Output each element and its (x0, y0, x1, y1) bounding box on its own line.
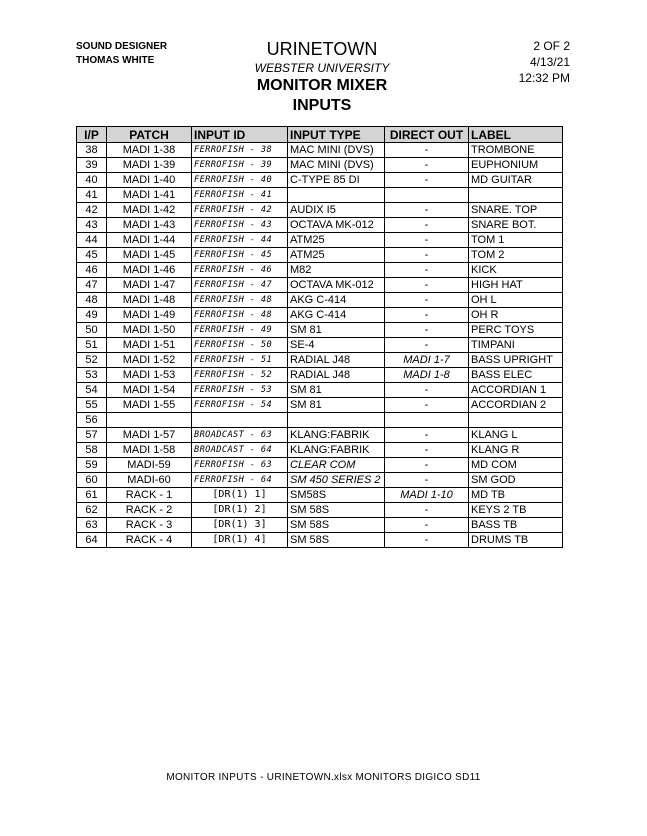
cell-patch: MADI 1-57 (107, 428, 192, 443)
col-header-direct-out: DIRECT OUT (385, 127, 469, 143)
cell-direct-out: - (385, 203, 469, 218)
cell-direct-out: - (385, 173, 469, 188)
cell-input-id: FERROFISH - 64 (192, 473, 288, 488)
cell-input-id: [DR(1) 2] (192, 503, 288, 518)
cell-ip: 49 (77, 308, 107, 323)
cell-input-type: OCTAVA MK-012 (288, 218, 385, 233)
cell-ip: 62 (77, 503, 107, 518)
cell-input-type: MAC MINI (DVS) (288, 158, 385, 173)
table-row (77, 398, 563, 413)
cell-input-type: SM 58S (288, 503, 385, 518)
cell-input-type: SM 58S (288, 533, 385, 548)
cell-input-type: ATM25 (288, 248, 385, 263)
cell-label: BASS TB (469, 518, 563, 533)
cell-input-id: FERROFISH - 44 (192, 233, 288, 248)
cell-ip: 43 (77, 218, 107, 233)
cell-ip: 46 (77, 263, 107, 278)
table-row (77, 233, 563, 248)
cell-label: MD COM (469, 458, 563, 473)
cell-input-id: FERROFISH - 41 (192, 188, 288, 203)
cell-ip: 59 (77, 458, 107, 473)
cell-input-id: BROADCAST - 63 (192, 428, 288, 443)
cell-ip: 60 (77, 473, 107, 488)
col-header-input-id: INPUT ID (192, 127, 288, 143)
cell-patch: MADI 1-51 (107, 338, 192, 353)
cell-direct-out: - (385, 383, 469, 398)
cell-input-id: FERROFISH - 51 (192, 353, 288, 368)
cell-input-id: FERROFISH - 48 (192, 308, 288, 323)
cell-direct-out: - (385, 308, 469, 323)
designer-block (76, 40, 167, 68)
table-row (77, 218, 563, 233)
table-row (77, 293, 563, 308)
cell-input-id: FERROFISH - 50 (192, 338, 288, 353)
cell-ip: 63 (77, 518, 107, 533)
cell-input-type: OCTAVA MK-012 (288, 278, 385, 293)
cell-patch: MADI 1-38 (107, 143, 192, 158)
cell-direct-out: MADI 1-7 (385, 353, 469, 368)
cell-input-id: [DR(1) 3] (192, 518, 288, 533)
cell-patch: RACK - 3 (107, 518, 192, 533)
page-info (519, 38, 570, 86)
cell-direct-out: - (385, 143, 469, 158)
designer-name: THOMAS WHITE (76, 55, 155, 66)
cell-patch: MADI 1-45 (107, 248, 192, 263)
table-row (77, 503, 563, 518)
cell-ip: 57 (77, 428, 107, 443)
cell-ip: 41 (77, 188, 107, 203)
table-row (77, 308, 563, 323)
cell-input-id: FERROFISH - 39 (192, 158, 288, 173)
table-row (77, 413, 563, 428)
table-row (77, 338, 563, 353)
cell-label: BASS ELEC (469, 368, 563, 383)
cell-patch (107, 413, 192, 428)
cell-label: BASS UPRIGHT (469, 353, 563, 368)
col-header-input-type: INPUT TYPE (288, 127, 385, 143)
subsection-title: INPUTS (292, 97, 352, 114)
cell-direct-out: MADI 1-8 (385, 368, 469, 383)
cell-patch: MADI 1-42 (107, 203, 192, 218)
cell-label: SNARE BOT. (469, 218, 563, 233)
cell-input-id: FERROFISH - 49 (192, 323, 288, 338)
cell-label: TOM 1 (469, 233, 563, 248)
print-date: 4/13/21 (529, 55, 570, 69)
cell-input-id: FERROFISH - 47 (192, 278, 288, 293)
table-row (77, 278, 563, 293)
cell-direct-out: - (385, 278, 469, 293)
cell-input-type: MAC MINI (DVS) (288, 143, 385, 158)
cell-patch: MADI 1-54 (107, 383, 192, 398)
cell-label: KLANG R (469, 443, 563, 458)
cell-input-type: SM 81 (288, 398, 385, 413)
cell-input-type (288, 188, 385, 203)
cell-ip: 45 (77, 248, 107, 263)
cell-patch: MADI 1-53 (107, 368, 192, 383)
cell-input-type: ATM25 (288, 233, 385, 248)
table-row (77, 443, 563, 458)
cell-ip: 47 (77, 278, 107, 293)
cell-ip: 44 (77, 233, 107, 248)
cell-ip: 56 (77, 413, 107, 428)
table-row (77, 353, 563, 368)
cell-input-id: FERROFISH - 48 (192, 293, 288, 308)
col-header-patch: PATCH (107, 127, 192, 143)
cell-ip: 53 (77, 368, 107, 383)
inputs-table (76, 126, 563, 548)
cell-label: ACCORDIAN 1 (469, 383, 563, 398)
col-header-ip: I/P (77, 127, 107, 143)
cell-patch: MADI 1-41 (107, 188, 192, 203)
table-row (77, 173, 563, 188)
table-row (77, 533, 563, 548)
venue-name: WEBSTER UNIVERSITY (254, 61, 390, 75)
section-title: MONITOR MIXER (256, 77, 388, 94)
cell-label: TOM 2 (469, 248, 563, 263)
cell-ip: 52 (77, 353, 107, 368)
cell-input-id: FERROFISH - 40 (192, 173, 288, 188)
table-row (77, 518, 563, 533)
cell-direct-out: - (385, 338, 469, 353)
cell-input-type: AUDIX I5 (288, 203, 385, 218)
cell-direct-out: - (385, 158, 469, 173)
table-row (77, 428, 563, 443)
cell-input-type: SM 58S (288, 518, 385, 533)
cell-ip: 38 (77, 143, 107, 158)
cell-ip: 55 (77, 398, 107, 413)
cell-input-id: FERROFISH - 42 (192, 203, 288, 218)
page-number: 2 OF 2 (533, 39, 570, 53)
cell-input-id: FERROFISH - 53 (192, 383, 288, 398)
cell-ip: 61 (77, 488, 107, 503)
cell-input-type: KLANG:FABRIK (288, 443, 385, 458)
cell-direct-out: MADI 1-10 (385, 488, 469, 503)
title-block (222, 38, 422, 116)
cell-ip: 48 (77, 293, 107, 308)
cell-direct-out: - (385, 218, 469, 233)
table-row (77, 188, 563, 203)
cell-ip: 58 (77, 443, 107, 458)
cell-input-id (192, 413, 288, 428)
cell-patch: MADI 1-52 (107, 353, 192, 368)
cell-label: MD GUITAR (469, 173, 563, 188)
cell-input-type: M82 (288, 263, 385, 278)
designer-title: SOUND DESIGNER (76, 41, 168, 52)
cell-input-type: KLANG:FABRIK (288, 428, 385, 443)
cell-direct-out (385, 188, 469, 203)
footer-filename: MONITOR INPUTS - URINETOWN.xlsx MONITORS DIGICO SD11 (166, 772, 481, 783)
cell-input-id: BROADCAST - 64 (192, 443, 288, 458)
cell-direct-out: - (385, 533, 469, 548)
cell-input-id: FERROFISH - 45 (192, 248, 288, 263)
cell-input-type: SM 81 (288, 383, 385, 398)
cell-ip: 54 (77, 383, 107, 398)
cell-input-type: SM58S (288, 488, 385, 503)
cell-direct-out: - (385, 458, 469, 473)
table-row (77, 383, 563, 398)
cell-label: MD TB (469, 488, 563, 503)
cell-label: ACCORDIAN 2 (469, 398, 563, 413)
cell-patch: MADI 1-40 (107, 173, 192, 188)
cell-label: OH R (469, 308, 563, 323)
cell-direct-out (385, 413, 469, 428)
cell-ip: 50 (77, 323, 107, 338)
cell-direct-out: - (385, 473, 469, 488)
cell-direct-out: - (385, 263, 469, 278)
cell-patch: MADI 1-48 (107, 293, 192, 308)
cell-label: OH L (469, 293, 563, 308)
cell-label: SM GOD (469, 473, 563, 488)
cell-label: KICK (469, 263, 563, 278)
cell-patch: RACK - 4 (107, 533, 192, 548)
cell-input-type: RADIAL J48 (288, 353, 385, 368)
cell-patch: MADI-60 (107, 473, 192, 488)
cell-direct-out: - (385, 503, 469, 518)
cell-direct-out: - (385, 428, 469, 443)
col-header-label: LABEL (469, 127, 563, 143)
cell-patch: MADI-59 (107, 458, 192, 473)
table-header-row (77, 127, 563, 143)
cell-input-id: FERROFISH - 43 (192, 218, 288, 233)
cell-input-type: AKG C-414 (288, 293, 385, 308)
cell-direct-out: - (385, 518, 469, 533)
cell-label: PERC TOYS (469, 323, 563, 338)
cell-input-type: RADIAL J48 (288, 368, 385, 383)
table-row (77, 473, 563, 488)
cell-input-type: SM 81 (288, 323, 385, 338)
cell-patch: MADI 1-58 (107, 443, 192, 458)
cell-label: HIGH HAT (469, 278, 563, 293)
cell-input-id: [DR(1) 4] (192, 533, 288, 548)
cell-direct-out: - (385, 233, 469, 248)
cell-label: KLANG L (469, 428, 563, 443)
cell-label: KEYS 2 TB (469, 503, 563, 518)
table-row (77, 143, 563, 158)
table-body (77, 143, 563, 548)
cell-label: TROMBONE (469, 143, 563, 158)
cell-input-type (288, 413, 385, 428)
cell-ip: 51 (77, 338, 107, 353)
cell-input-id: FERROFISH - 63 (192, 458, 288, 473)
cell-ip: 40 (77, 173, 107, 188)
cell-patch: MADI 1-55 (107, 398, 192, 413)
cell-input-type: SM 450 SERIES 2 (288, 473, 385, 488)
cell-patch: RACK - 2 (107, 503, 192, 518)
cell-input-type: C-TYPE 85 DI (288, 173, 385, 188)
cell-label: TIMPANI (469, 338, 563, 353)
cell-patch: RACK - 1 (107, 488, 192, 503)
cell-ip: 64 (77, 533, 107, 548)
cell-direct-out: - (385, 248, 469, 263)
show-title: URINETOWN (266, 39, 378, 59)
cell-input-id: FERROFISH - 38 (192, 143, 288, 158)
cell-patch: MADI 1-49 (107, 308, 192, 323)
cell-direct-out: - (385, 398, 469, 413)
cell-patch: MADI 1-47 (107, 278, 192, 293)
table-row (77, 158, 563, 173)
table-row (77, 263, 563, 278)
cell-input-id: FERROFISH - 52 (192, 368, 288, 383)
cell-label: DRUMS TB (469, 533, 563, 548)
cell-patch: MADI 1-46 (107, 263, 192, 278)
cell-input-type: CLEAR COM (288, 458, 385, 473)
table-row (77, 488, 563, 503)
cell-patch: MADI 1-39 (107, 158, 192, 173)
print-time: 12:32 PM (518, 71, 570, 85)
cell-direct-out: - (385, 293, 469, 308)
cell-direct-out: - (385, 443, 469, 458)
cell-input-type: SE-4 (288, 338, 385, 353)
cell-input-id: FERROFISH - 46 (192, 263, 288, 278)
cell-label: SNARE. TOP (469, 203, 563, 218)
table-row (77, 248, 563, 263)
cell-ip: 39 (77, 158, 107, 173)
table-row (77, 368, 563, 383)
cell-direct-out: - (385, 323, 469, 338)
cell-input-id: [DR(1) 1] (192, 488, 288, 503)
cell-input-type: AKG C-414 (288, 308, 385, 323)
table-row (77, 203, 563, 218)
cell-patch: MADI 1-50 (107, 323, 192, 338)
cell-patch: MADI 1-43 (107, 218, 192, 233)
cell-label (469, 413, 563, 428)
cell-label (469, 188, 563, 203)
cell-input-id: FERROFISH - 54 (192, 398, 288, 413)
cell-ip: 42 (77, 203, 107, 218)
table-row (77, 323, 563, 338)
cell-label: EUPHONIUM (469, 158, 563, 173)
table-row (77, 458, 563, 473)
cell-patch: MADI 1-44 (107, 233, 192, 248)
